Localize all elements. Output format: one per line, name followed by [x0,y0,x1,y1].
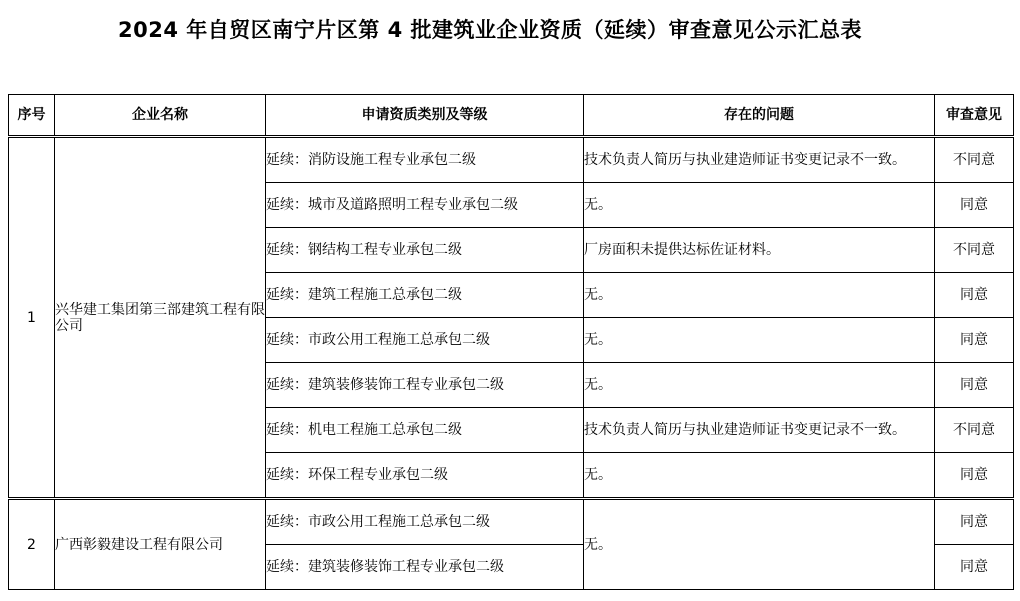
opinion-cell: 不同意 [935,408,1014,453]
header-seq: 序号 [9,95,55,137]
table-row [9,137,1014,183]
issue-cell: 无。 [584,453,935,499]
issue-cell: 技术负责人简历与执业建造师证书变更记录不一致。 [584,137,935,183]
review-summary-table [8,94,1014,590]
opinion-cell: 不同意 [935,137,1014,183]
issue-cell: 无。 [584,273,935,318]
issue-cell: 技术负责人简历与执业建造师证书变更记录不一致。 [584,408,935,453]
opinion-cell: 同意 [935,453,1014,499]
qualification-cell: 延续：城市及道路照明工程专业承包二级 [266,183,584,228]
opinion-cell: 同意 [935,318,1014,363]
group-seq: 1 [9,137,55,499]
table-row [9,499,1014,545]
opinion-cell: 同意 [935,363,1014,408]
opinion-cell: 同意 [935,183,1014,228]
header-company: 企业名称 [55,95,266,137]
qualification-cell: 延续：市政公用工程施工总承包二级 [266,318,584,363]
table-header-row [9,95,1014,137]
qualification-cell: 延续：消防设施工程专业承包二级 [266,137,584,183]
qualification-cell: 延续：建筑工程施工总承包二级 [266,273,584,318]
qualification-cell: 延续：钢结构工程专业承包二级 [266,228,584,273]
qualification-cell: 延续：机电工程施工总承包二级 [266,408,584,453]
issue-cell: 无。 [584,183,935,228]
qualification-cell: 延续：建筑装修装饰工程专业承包二级 [266,363,584,408]
company-name: 兴华建工集团第三部建筑工程有限公司 [55,137,266,499]
opinion-cell: 同意 [935,273,1014,318]
page-title: 2024 年自贸区南宁片区第 4 批建筑业企业资质（延续）审查意见公示汇总表 [118,18,862,42]
opinion-cell: 同意 [935,545,1014,590]
qualification-cell: 延续：环保工程专业承包二级 [266,453,584,499]
group-seq: 2 [9,499,55,590]
header-opinion: 审查意见 [935,95,1014,137]
shared-issue-cell: 无。 [584,499,935,590]
header-issue: 存在的问题 [584,95,935,137]
company-name: 广西彰毅建设工程有限公司 [55,499,266,590]
header-qualification: 申请资质类别及等级 [266,95,584,137]
issue-cell: 无。 [584,318,935,363]
qualification-cell: 延续：建筑装修装饰工程专业承包二级 [266,545,584,590]
qualification-cell: 延续：市政公用工程施工总承包二级 [266,499,584,545]
opinion-cell: 不同意 [935,228,1014,273]
opinion-cell: 同意 [935,499,1014,545]
issue-cell: 厂房面积未提供达标佐证材料。 [584,228,935,273]
issue-cell: 无。 [584,363,935,408]
